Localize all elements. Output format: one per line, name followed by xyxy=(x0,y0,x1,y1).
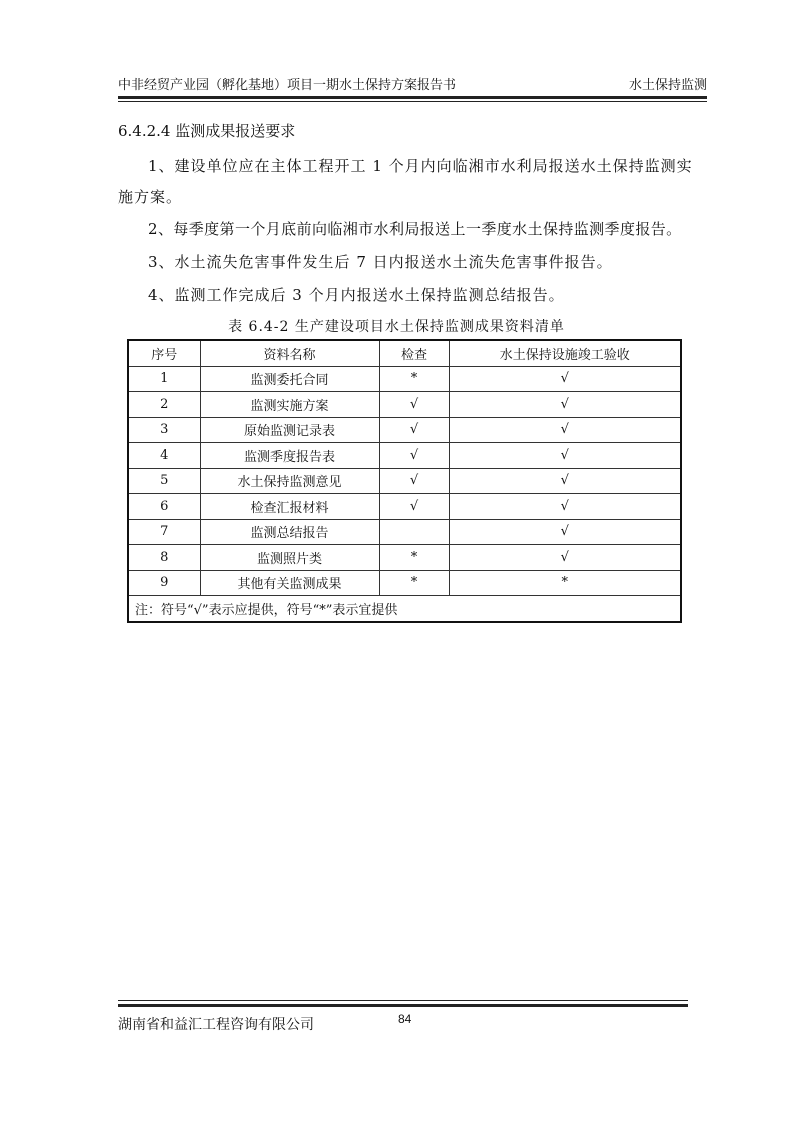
table-cell: 2 xyxy=(128,392,200,418)
paragraph-3: 3、水土流失危害事件发生后 7 日内报送水土流失危害事件报告。 xyxy=(148,253,613,271)
table-cell: 监测照片类 xyxy=(200,545,379,571)
table-cell: 监测实施方案 xyxy=(200,392,379,418)
table-row xyxy=(128,417,681,443)
table-cell: 3 xyxy=(128,417,200,443)
paragraph-1: 1、建设单位应在主体工程开工 1 个月内向临湘市水利局报送水土保持监测实 xyxy=(148,157,693,175)
table-cell: 监测季度报告表 xyxy=(200,443,379,469)
table-cell: 1 xyxy=(128,366,200,392)
table-note-row xyxy=(128,596,681,622)
table-cell: √ xyxy=(379,494,449,520)
header-cell: 检查 xyxy=(379,340,449,366)
table-header-row xyxy=(128,340,681,366)
table-cell: 其他有关监测成果 xyxy=(200,570,379,596)
table-cell: 9 xyxy=(128,570,200,596)
table-cell: 8 xyxy=(128,545,200,571)
table-cell: √ xyxy=(379,417,449,443)
page-number: 84 xyxy=(398,1012,412,1026)
page-header xyxy=(118,74,707,93)
table-caption: 表 6.4-2 生产建设项目水土保持监测成果资料清单 xyxy=(228,319,565,335)
paragraph-1-cont: 施方案。 xyxy=(118,188,183,206)
table-cell: * xyxy=(379,366,449,392)
table-row xyxy=(128,392,681,418)
table-cell: 5 xyxy=(128,468,200,494)
footer-divider-thin xyxy=(118,1000,688,1001)
table-cell: 监测委托合同 xyxy=(200,366,379,392)
table-cell: √ xyxy=(379,468,449,494)
paragraph-2: 2、每季度第一个月底前向临湘市水利局报送上一季度水土保持监测季度报告。 xyxy=(148,220,682,238)
table-cell: √ xyxy=(449,366,681,392)
table-cell: 4 xyxy=(128,443,200,469)
table-cell: √ xyxy=(449,417,681,443)
table-cell: 7 xyxy=(128,519,200,545)
table-cell: 6 xyxy=(128,494,200,520)
table-cell: 检查汇报材料 xyxy=(200,494,379,520)
table-cell: * xyxy=(379,570,449,596)
table-cell: √ xyxy=(449,519,681,545)
table-cell: √ xyxy=(449,545,681,571)
header-cell: 资料名称 xyxy=(200,340,379,366)
table-cell: √ xyxy=(449,468,681,494)
results-table xyxy=(127,339,682,623)
table-cell: √ xyxy=(449,443,681,469)
table-cell: 监测总结报告 xyxy=(200,519,379,545)
footer-divider xyxy=(118,1004,688,1007)
header-cell: 序号 xyxy=(128,340,200,366)
table-cell xyxy=(379,519,449,545)
header-cell: 水土保持设施竣工验收 xyxy=(449,340,681,366)
table-row xyxy=(128,519,681,545)
table-cell: √ xyxy=(379,392,449,418)
table-row xyxy=(128,443,681,469)
section-title: 6.4.2.4 监测成果报送要求 xyxy=(118,122,296,140)
footer-company: 湖南省和益汇工程咨询有限公司 xyxy=(118,1017,314,1033)
table-row xyxy=(128,570,681,596)
table-row xyxy=(128,468,681,494)
table-cell: * xyxy=(449,570,681,596)
table-cell: √ xyxy=(449,494,681,520)
table-cell: √ xyxy=(379,443,449,469)
table-cell: * xyxy=(379,545,449,571)
table-cell: 原始监测记录表 xyxy=(200,417,379,443)
paragraph-4: 4、监测工作完成后 3 个月内报送水土保持监测总结报告。 xyxy=(148,286,565,304)
header-divider-thin xyxy=(118,101,707,102)
header-section: 水土保持监测 xyxy=(628,78,707,93)
table-cell: 水土保持监测意见 xyxy=(200,468,379,494)
header-title: 中非经贸产业园（孵化基地）项目一期水土保持方案报告书 xyxy=(118,78,457,93)
header-divider xyxy=(118,96,707,99)
table-note: 注：符号“√”表示应提供，符号“*”表示宜提供 xyxy=(128,596,681,622)
table-row xyxy=(128,366,681,392)
table-row xyxy=(128,545,681,571)
table-row xyxy=(128,494,681,520)
table-cell: √ xyxy=(449,392,681,418)
